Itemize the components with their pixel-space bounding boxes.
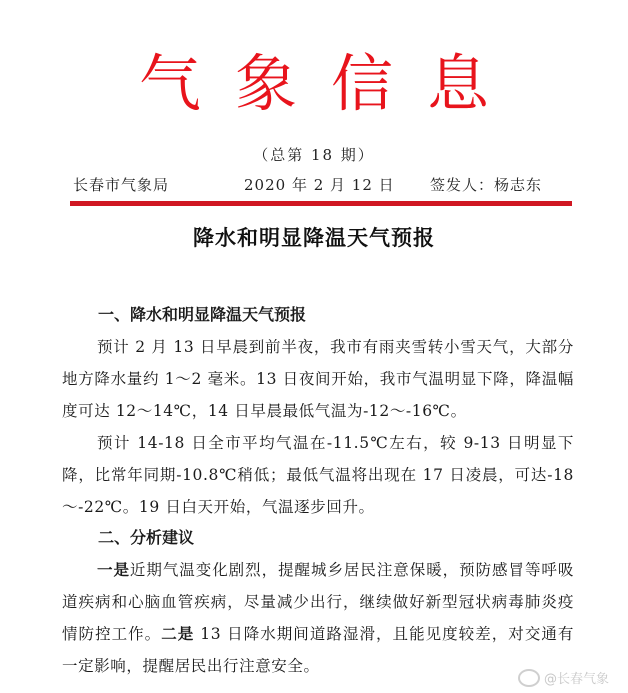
advice-lead-1: 一是: [97, 561, 130, 579]
section-heading-1: 一、降水和明显降温天气预报: [98, 305, 307, 324]
document-title: 降水和明显降温天气预报: [193, 225, 435, 250]
advice-text-1: 近期气温变化剧烈，提醒城乡居民注意保暖，预防感冒等呼吸道疾病和心脑血管疾病，尽量减少出行，继续做好新型冠状病毒肺炎疫情防控工作。: [62, 561, 574, 643]
weibo-watermark: [518, 668, 609, 687]
section-heading-2: 二、分析建议: [98, 528, 195, 547]
paragraph-advice: [62, 554, 574, 682]
weibo-icon: [518, 669, 540, 687]
paragraph-forecast-temperature: 预计 14-18 日全市平均气温在-11.5℃左右，较 9-13 日明显下降，比常年同期-10.8℃稍低；最低气温将出现在 17 日凌晨，可达-18～-22℃。19 日白天开始，气温逐步回升。: [62, 434, 574, 516]
issuing-organization: 长春市气象局: [73, 176, 170, 194]
red-divider: [70, 201, 572, 206]
watermark-text: @长春气象: [544, 672, 610, 687]
advice-text-2: 13 日降水期间道路湿滑，且能见度较差，对交通有一定影响，提醒居民出行注意安全。: [62, 625, 574, 675]
issue-date: 2020 年 2 月 12 日: [244, 176, 395, 194]
masthead-title: 气象信息: [138, 47, 523, 120]
signer: 签发人：杨志东: [430, 176, 543, 194]
paragraph-forecast-precipitation: 预计 2 月 13 日早晨到前半夜，我市有雨夹雪转小雪天气，大部分地方降水量约 1～2 毫米。13 日夜间开始，我市气温明显下降，降温幅度可达 12～14℃，14 日早晨最低气温为-12～-16℃。: [62, 338, 574, 420]
issue-number: （总第 18 期）: [253, 146, 375, 164]
advice-lead-2: 二是: [161, 625, 195, 643]
